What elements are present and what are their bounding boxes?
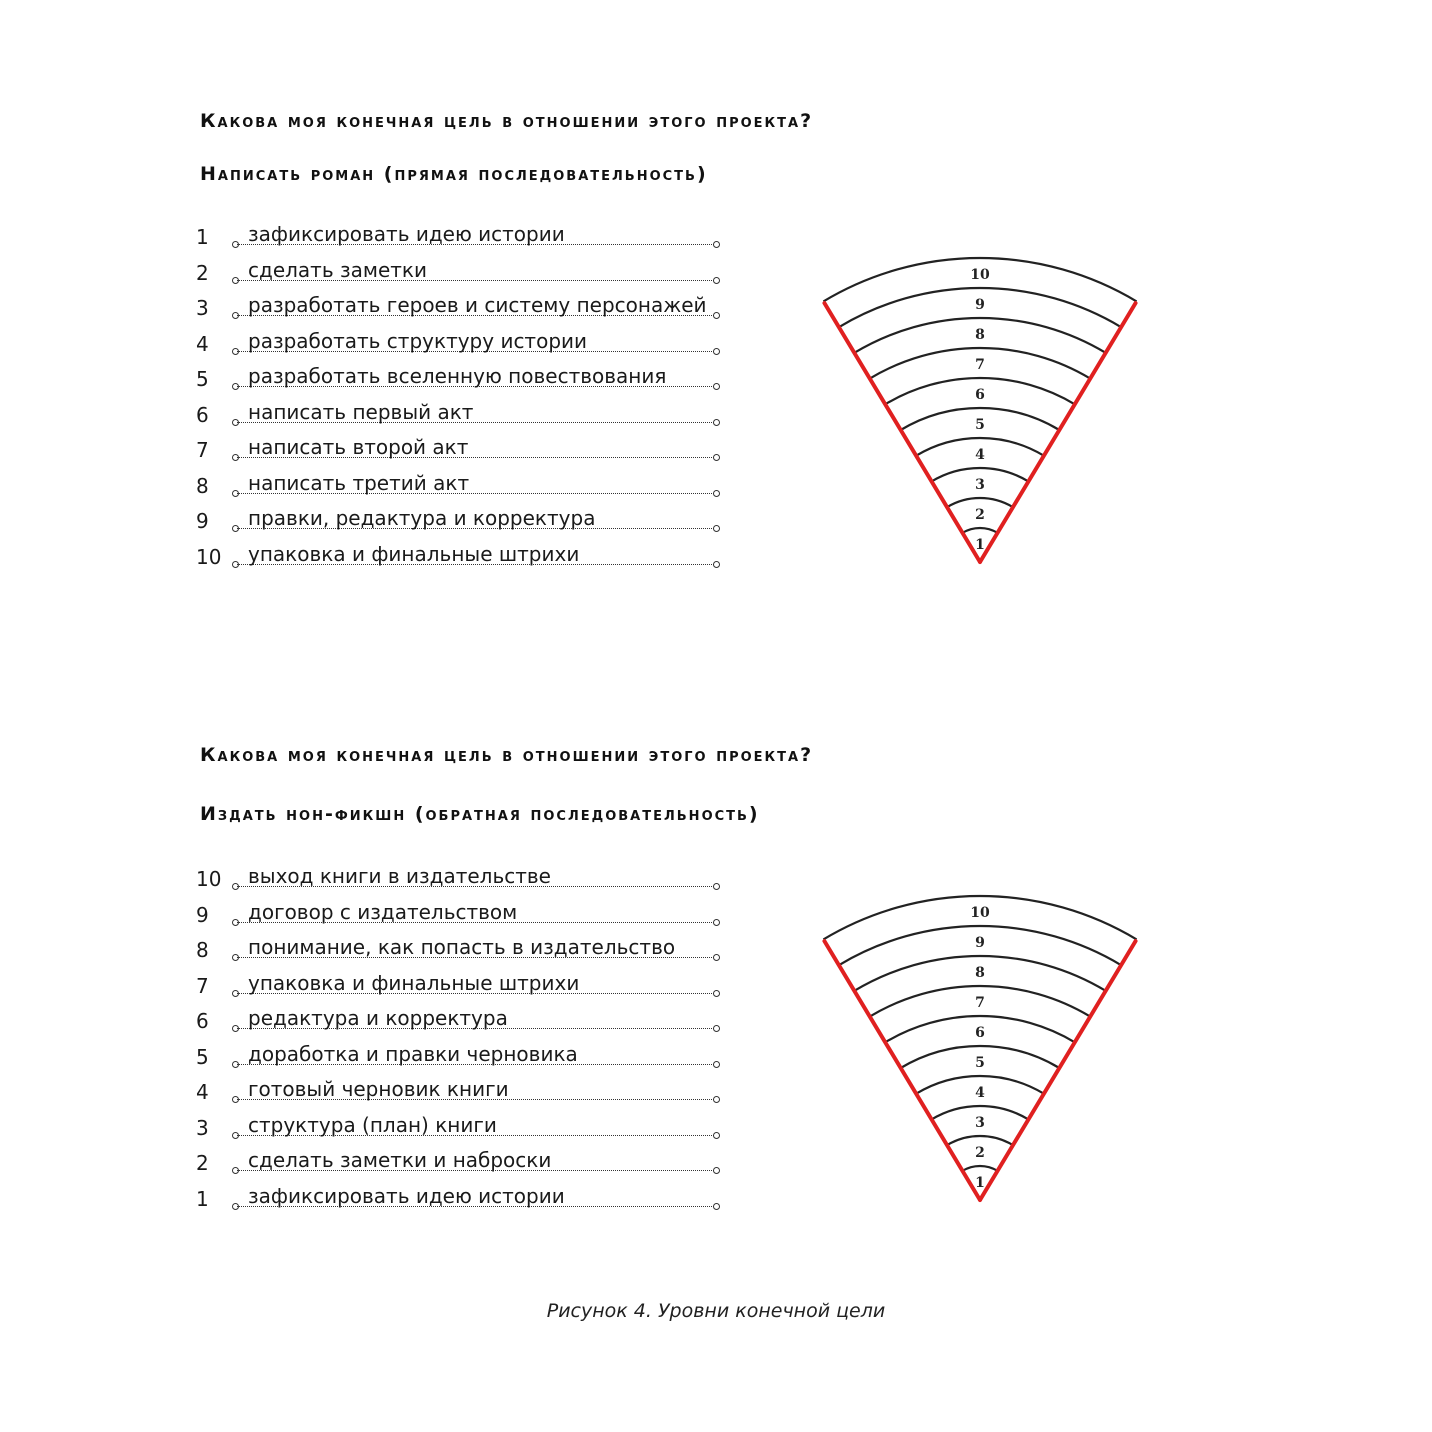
line-end-dot [713, 919, 720, 926]
step-number: 4 [196, 331, 209, 356]
step-number: 2 [196, 1151, 209, 1175]
step-number: 10 [196, 867, 222, 891]
level-label: 2 [975, 1145, 985, 1161]
level-arc [962, 1166, 997, 1171]
line-end-dot [713, 1167, 720, 1174]
step-row [196, 497, 716, 533]
step-row [196, 997, 716, 1033]
line-end-dot [713, 954, 720, 961]
line-end-dot [713, 312, 720, 319]
step-row [196, 320, 716, 356]
step-text: написать третий акт [248, 470, 470, 495]
level-label: 3 [975, 1115, 985, 1131]
level-label: 10 [970, 905, 990, 921]
step-row [196, 533, 716, 569]
level-label: 8 [975, 327, 985, 343]
step-number: 2 [196, 260, 209, 285]
line-end-dot [713, 1203, 720, 1210]
step-number: 3 [196, 296, 209, 320]
step-number: 5 [196, 367, 209, 391]
fan-left-edge [824, 303, 980, 562]
level-label: 1 [975, 1175, 985, 1191]
step-row [196, 891, 716, 927]
line-end-dot [713, 383, 720, 390]
step-number: 8 [196, 938, 209, 962]
level-label: 8 [975, 965, 985, 981]
step-row [196, 249, 716, 285]
line-end-dot [713, 277, 720, 284]
question-heading-1: Какова моя конечная цель в отношении этого проекта? [200, 110, 814, 132]
level-label: 9 [975, 935, 985, 951]
step-row [196, 1033, 716, 1069]
step-number: 6 [196, 1009, 209, 1033]
level-label: 2 [975, 507, 985, 523]
goal-levels-fan-2 [810, 858, 1150, 1218]
level-label: 5 [975, 417, 985, 433]
line-end-dot [713, 990, 720, 997]
step-number: 7 [196, 438, 209, 462]
step-text: понимание, как попасть в издательство [248, 935, 676, 959]
line-end-dot [713, 419, 720, 426]
step-text: написать второй акт [248, 435, 469, 459]
step-text: договор с издательством [248, 899, 518, 924]
level-arc [947, 1136, 1013, 1145]
line-end-dot [713, 490, 720, 497]
step-number: 1 [196, 1186, 209, 1211]
level-label: 6 [975, 387, 985, 403]
step-row [196, 462, 716, 498]
step-row [196, 426, 716, 462]
step-number: 9 [196, 509, 209, 533]
goal-heading-2: Издать нон-фикшн (обратная последовательность) [200, 803, 760, 825]
step-text: редактура и корректура [248, 1006, 508, 1030]
step-row [196, 355, 716, 391]
step-number: 10 [196, 544, 222, 569]
line-end-dot [713, 883, 720, 890]
step-row [196, 855, 716, 891]
step-text: выход книги в издательстве [248, 864, 551, 888]
step-text: разработать вселенную повествования [248, 364, 667, 388]
step-text: разработать структуру истории [248, 328, 588, 353]
level-label: 3 [975, 477, 985, 493]
step-row [196, 1175, 716, 1211]
goal-levels-fan-1 [810, 220, 1150, 580]
step-number: 5 [196, 1044, 209, 1069]
line-end-dot [713, 561, 720, 568]
level-arc [962, 528, 997, 533]
question-heading-2: Какова моя конечная цель в отношении этого проекта? [200, 744, 814, 766]
step-number: 1 [196, 225, 209, 249]
line-end-dot [713, 525, 720, 532]
level-label: 1 [975, 537, 985, 553]
step-row [196, 391, 716, 427]
step-text: доработка и правки черновика [248, 1041, 578, 1066]
step-number: 4 [196, 1080, 209, 1104]
fan-left-edge [824, 941, 980, 1200]
level-label: 10 [970, 267, 990, 283]
step-text: упаковка и финальные штрихи [248, 970, 580, 995]
goal-heading-1: Написать роман (прямая последовательность) [200, 163, 708, 185]
step-number: 8 [196, 473, 209, 498]
figure-caption: Рисунок 4. Уровни конечной цели [546, 1300, 886, 1322]
step-row [196, 1139, 716, 1175]
line-end-dot [713, 1096, 720, 1103]
level-label: 5 [975, 1055, 985, 1071]
level-label: 7 [975, 357, 985, 373]
fan-right-edge [980, 303, 1136, 562]
step-row [196, 284, 716, 320]
step-text: упаковка и финальные штрихи [248, 541, 580, 566]
step-number: 7 [196, 973, 209, 998]
step-text: разработать героев и систему персонажей [248, 293, 707, 317]
line-end-dot [713, 241, 720, 248]
step-row [196, 1104, 716, 1140]
step-number: 6 [196, 402, 209, 427]
fan-right-edge [980, 941, 1136, 1200]
line-end-dot [713, 454, 720, 461]
step-number: 9 [196, 902, 209, 927]
level-arc [947, 498, 1013, 507]
step-text: сделать заметки [248, 257, 427, 282]
step-row [196, 1068, 716, 1104]
step-row [196, 926, 716, 962]
line-end-dot [713, 1025, 720, 1032]
level-label: 7 [975, 995, 985, 1011]
step-text: зафиксировать идею истории [248, 1183, 565, 1208]
step-number: 3 [196, 1115, 209, 1140]
level-label: 4 [975, 1085, 985, 1101]
line-end-dot [713, 1132, 720, 1139]
level-label: 9 [975, 297, 985, 313]
step-text: зафиксировать идею истории [248, 222, 565, 246]
step-row [196, 962, 716, 998]
line-end-dot [713, 1061, 720, 1068]
level-label: 4 [975, 447, 985, 463]
step-text: сделать заметки и наброски [248, 1148, 552, 1172]
step-row [196, 213, 716, 249]
step-text: написать первый акт [248, 399, 474, 424]
line-end-dot [713, 348, 720, 355]
step-text: готовый черновик книги [248, 1077, 509, 1101]
step-text: структура (план) книги [248, 1112, 497, 1137]
level-label: 6 [975, 1025, 985, 1041]
step-text: правки, редактура и корректура [248, 506, 596, 530]
